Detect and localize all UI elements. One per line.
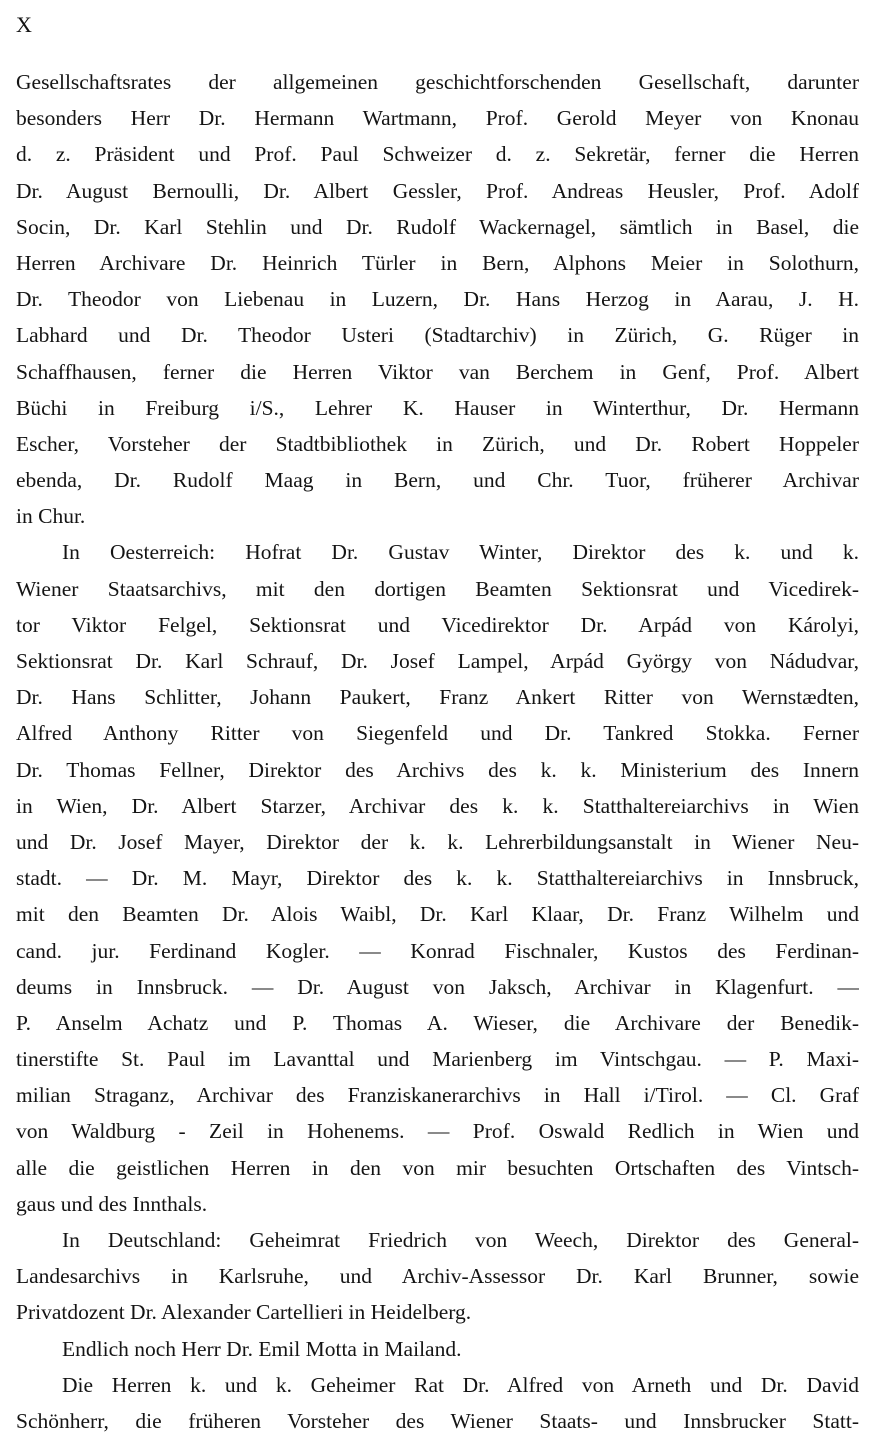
text-line: besonders Herr Dr. Hermann Wartmann, Prof. Gerold Meyer von Knonau: [16, 106, 859, 131]
text-line: Labhard und Dr. Theodor Usteri (Stadtarchiv) in Zürich, G. Rüger in: [16, 323, 859, 348]
text-line: ebenda, Dr. Rudolf Maag in Bern, und Chr. Tuor, früherer Archivar: [16, 468, 859, 493]
text-line: in Chur.: [16, 504, 86, 529]
text-line: Dr. Theodor von Liebenau in Luzern, Dr. Hans Herzog in Aarau, J. H.: [16, 287, 859, 312]
text-line: In Oesterreich: Hofrat Dr. Gustav Winter, Direktor des k. und k.: [62, 540, 859, 565]
text-line: In Deutschland: Geheimrat Friedrich von Weech, Direktor des General-: [62, 1228, 859, 1252]
text-line: gaus und des Innthals.: [16, 1191, 208, 1216]
text-line: tinerstifte St. Paul im Lavanttal und Marienberg im Vintschgau. — P. Maxi-: [16, 1047, 859, 1072]
text-line: und Dr. Josef Mayer, Direktor der k. k. Lehrerbildungsanstalt in Wiener Neu-: [16, 829, 859, 854]
text-line: Alfred Anthony Ritter von Siegenfeld und Dr. Tankred Stokka. Ferner: [16, 721, 859, 746]
text-line: Dr. August Bernoulli, Dr. Albert Gessler, Prof. Andreas Heusler, Prof. Adolf: [16, 178, 859, 203]
text-line: tor Viktor Felgel, Sektionsrat und Vicedirektor Dr. Arpád von Károlyi,: [16, 612, 859, 637]
text-line: Privatdozent Dr. Alexander Cartellieri in Heidelberg.: [16, 1300, 472, 1325]
text-line: Gesellschaftsrates der allgemeinen geschichtforschenden Gesellschaft, darunter: [16, 70, 859, 94]
text-line: d. z. Präsident und Prof. Paul Schweizer d. z. Sekretär, ferner die Herren: [16, 142, 859, 167]
text-line: Dr. Thomas Fellner, Direktor des Archivs des k. k. Ministerium des Innern: [16, 757, 859, 782]
text-line: Dr. Hans Schlitter, Johann Paukert, Franz Ankert Ritter von Wernstædten,: [16, 685, 859, 710]
text-line: deums in Innsbruck. — Dr. August von Jaksch, Archivar in Klagenfurt. —: [16, 974, 859, 999]
text-line: Sektionsrat Dr. Karl Schrauf, Dr. Josef Lampel, Arpád György von Nádudvar,: [16, 649, 859, 673]
text-line: Landesarchivs in Karlsruhe, und Archiv-Assessor Dr. Karl Brunner, sowie: [16, 1264, 859, 1289]
body-text: [16, 64, 859, 1439]
text-line: mit den Beamten Dr. Alois Waibl, Dr. Karl Klaar, Dr. Franz Wilhelm und: [16, 902, 859, 927]
page-number: X: [16, 12, 33, 37]
text-line: in Wien, Dr. Albert Starzer, Archivar des k. k. Statthaltereiarchivs in Wien: [16, 793, 859, 818]
text-line: Escher, Vorsteher der Stadtbibliothek in Zürich, und Dr. Robert Hoppeler: [16, 431, 859, 456]
text-line: stadt. — Dr. M. Mayr, Direktor des k. k. Statthaltereiarchivs in Innsbruck,: [16, 866, 859, 891]
text-line: P. Anselm Achatz und P. Thomas A. Wieser, die Archivare der Benedik-: [16, 1010, 859, 1035]
text-line: von Waldburg - Zeil in Hohenems. — Prof. Oswald Redlich in Wien und: [16, 1119, 859, 1144]
text-line: Wiener Staatsarchivs, mit den dortigen Beamten Sektionsrat und Vicedirek-: [16, 576, 859, 601]
text-line: Die Herren k. und k. Geheimer Rat Dr. Alfred von Arneth und Dr. David: [62, 1372, 859, 1397]
text-line: Endlich noch Herr Dr. Emil Motta in Mailand.: [62, 1336, 462, 1361]
text-line: milian Straganz, Archivar des Franziskanerarchivs in Hall i/Tirol. — Cl. Graf: [16, 1083, 859, 1108]
text-line: cand. jur. Ferdinand Kogler. — Konrad Fischnaler, Kustos des Ferdinan-: [16, 938, 859, 963]
text-line: Socin, Dr. Karl Stehlin und Dr. Rudolf Wackernagel, sämtlich in Basel, die: [16, 214, 859, 239]
text-line: Schaffhausen, ferner die Herren Viktor van Berchem in Genf, Prof. Albert: [16, 359, 859, 384]
text-line: Herren Archivare Dr. Heinrich Türler in Bern, Alphons Meier in Solothurn,: [16, 250, 859, 275]
text-line: Schönherr, die früheren Vorsteher des Wiener Staats- und Innsbrucker Statt-: [16, 1408, 859, 1433]
text-line: Büchi in Freiburg i/S., Lehrer K. Hauser in Winterthur, Dr. Hermann: [16, 395, 859, 420]
text-line: alle die geistlichen Herren in den von mir besuchten Ortschaften des Vintsch-: [16, 1155, 859, 1180]
